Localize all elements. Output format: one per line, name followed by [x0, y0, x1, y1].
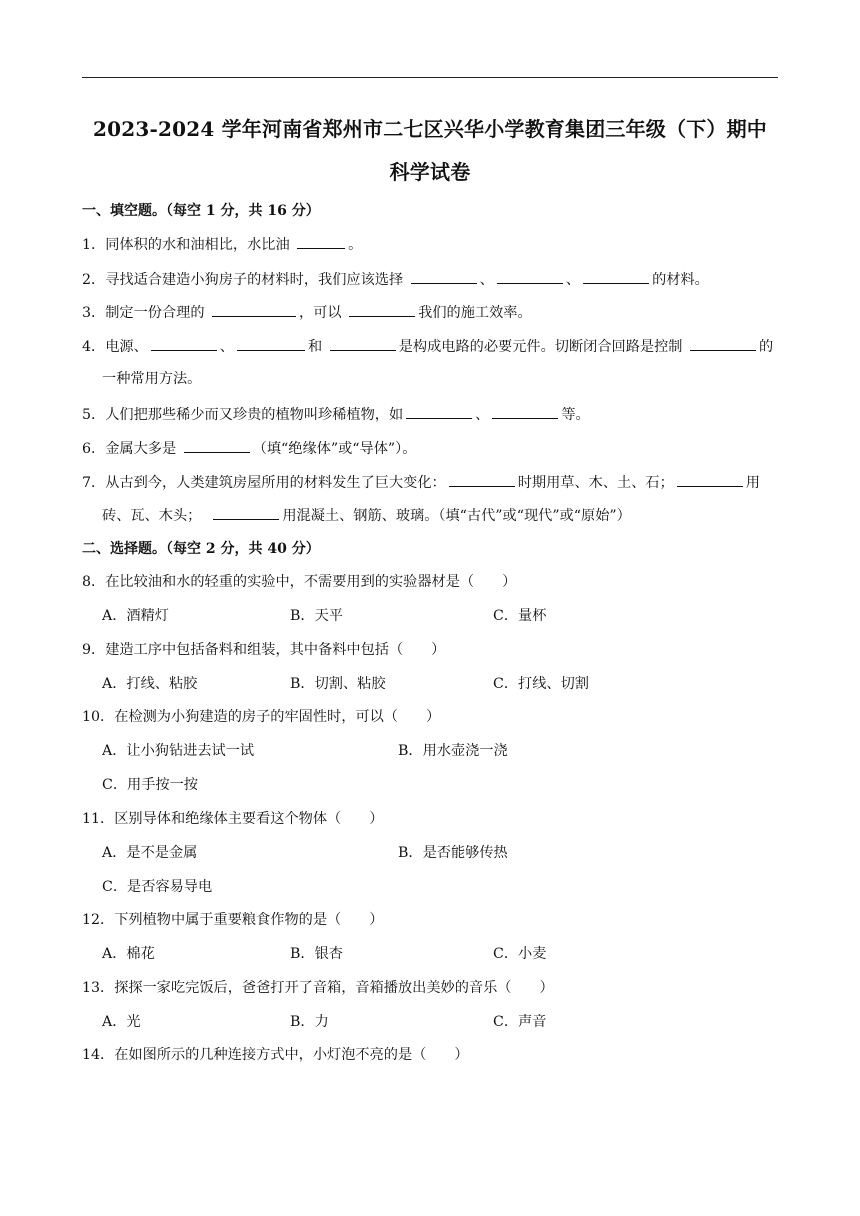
option-b[interactable]: B．用水壶浇一浇	[398, 743, 508, 759]
question-13: 13．探探一家吃完饭后，爸爸打开了音箱，音箱播放出美妙的音乐（ ）	[82, 980, 554, 996]
answer-blank[interactable]	[449, 472, 515, 487]
option-c[interactable]: C．声音	[493, 1014, 547, 1030]
section-heading-multiple-choice: 二、选择题。（每空 2 分，共 40 分）	[82, 541, 320, 557]
question-1: 1．同体积的水和油相比，水比油 。	[82, 234, 782, 254]
header-rule	[82, 77, 778, 78]
option-b[interactable]: B．是否能够传热	[398, 845, 508, 861]
section-heading-fill-blank: 一、填空题。（每空 1 分，共 16 分）	[82, 203, 320, 219]
option-c[interactable]: C．用手按一按	[102, 777, 198, 793]
answer-blank[interactable]	[411, 269, 477, 284]
answer-blank[interactable]	[492, 404, 558, 419]
question-11: 11．区别导体和绝缘体主要看这个物体（ ）	[82, 811, 384, 827]
answer-blank[interactable]	[677, 472, 743, 487]
question-7-continued: 砖、瓦、木头； 用混凝土、钢筋、玻璃。（填“古代”或“现代”或“原始”）	[102, 505, 802, 525]
option-a[interactable]: A．棉花	[102, 946, 155, 962]
answer-blank[interactable]	[349, 302, 415, 317]
answer-blank[interactable]	[237, 336, 305, 351]
question-4: 4．电源、 、 和 是构成电路的必要元件。切断闭合回路是控制 的	[82, 336, 782, 356]
option-c[interactable]: C．量杯	[493, 608, 547, 624]
answer-blank[interactable]	[690, 336, 756, 351]
question-8: 8．在比较油和水的轻重的实验中，不需要用到的实验器材是（ ）	[82, 574, 517, 590]
question-3: 3．制定一份合理的 ，可以 我们的施工效率。	[82, 302, 782, 322]
answer-blank[interactable]	[213, 505, 279, 520]
answer-blank[interactable]	[583, 269, 649, 284]
option-a[interactable]: A．光	[102, 1014, 141, 1030]
option-b[interactable]: B．天平	[290, 608, 343, 624]
answer-blank[interactable]	[212, 302, 296, 317]
question-12: 12．下列植物中属于重要粮食作物的是（ ）	[82, 912, 384, 928]
answer-blank[interactable]	[184, 438, 250, 453]
page-title: 2023-2024 学年河南省郑州市二七区兴华小学教育集团三年级（下）期中	[93, 117, 767, 141]
option-a[interactable]: A．打线、粘胶	[102, 676, 198, 692]
question-9: 9．建造工序中包括备料和组装，其中备料中包括（ ）	[82, 642, 446, 658]
question-7: 7．从古到今，人类建筑房屋所用的材料发生了巨大变化： 时期用草、木、土、石； 用	[82, 472, 782, 492]
question-4-continued: 一种常用方法。	[102, 371, 202, 387]
option-b[interactable]: B．切割、粘胶	[290, 676, 386, 692]
option-a[interactable]: A．是不是金属	[102, 845, 198, 861]
question-2: 2．寻找适合建造小狗房子的材料时，我们应该选择 、 、 的材料。	[82, 269, 782, 289]
option-b[interactable]: B．银杏	[290, 946, 343, 962]
option-a[interactable]: A．酒精灯	[102, 608, 169, 624]
option-c[interactable]: C．打线、切割	[493, 676, 589, 692]
option-c[interactable]: C．是否容易导电	[102, 879, 213, 895]
option-c[interactable]: C．小麦	[493, 946, 547, 962]
answer-blank[interactable]	[330, 336, 396, 351]
option-a[interactable]: A．让小狗钻进去试一试	[102, 743, 255, 759]
question-5: 5．人们把那些稀少而又珍贵的植物叫珍稀植物，如 、 等。	[82, 404, 782, 424]
answer-blank[interactable]	[497, 269, 563, 284]
question-6: 6．金属大多是 （填“绝缘体”或“导体”）。	[82, 438, 782, 458]
answer-blank[interactable]	[297, 234, 345, 249]
page-title-line2: 科学试卷	[389, 160, 471, 184]
answer-blank[interactable]	[406, 404, 472, 419]
question-10: 10．在检测为小狗建造的房子的牢固性时，可以（ ）	[82, 709, 441, 725]
option-b[interactable]: B．力	[290, 1014, 329, 1030]
question-14: 14．在如图所示的几种连接方式中，小灯泡不亮的是（ ）	[82, 1047, 469, 1063]
answer-blank[interactable]	[151, 336, 217, 351]
